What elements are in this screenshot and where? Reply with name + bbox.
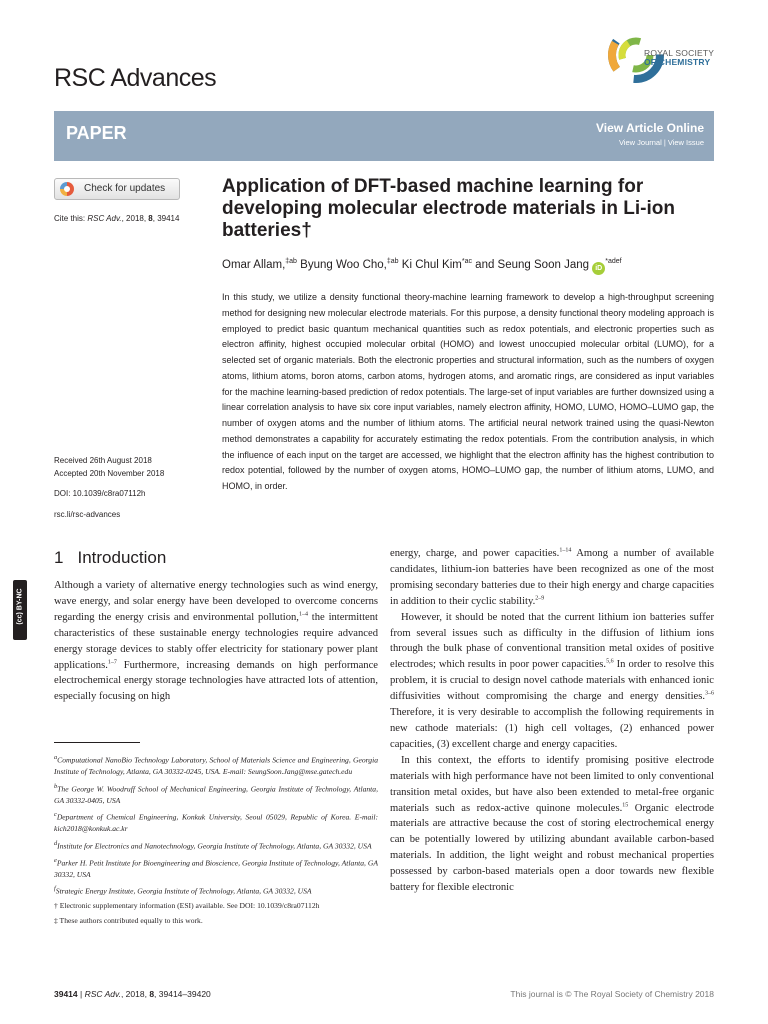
intro-paragraph-continued: energy, charge, and power capacities.$^{1-14}$ Among a number of available candidates, lithium-ion batteries have been recognized as one of the most promising secondary batteries due to their high energy and charge capacities in addition to their cyclic stability.$^{2-9}$: [390, 547, 714, 607]
article-type-banner: [54, 111, 714, 161]
author-affiliation: *ac: [461, 258, 472, 265]
author-affiliation: ‡ab: [285, 258, 297, 265]
check-for-updates-label: Check for updates: [84, 183, 166, 194]
logo-line-2: OF CHEMISTRY: [644, 57, 711, 67]
body-text: the intermittent characteristics of these sustainable energy technologies require advanced energy storage devices to stably offer electricity for stationary power plant applications.: [54, 611, 378, 671]
cite-volume: 8: [148, 214, 153, 223]
citation-ref[interactable]: 2–9: [535, 595, 545, 602]
author-name: Ki Chul Kim: [398, 258, 462, 271]
dates: [54, 455, 164, 480]
section-heading: [54, 548, 166, 568]
affiliation-footnote: $^d$Institute for Electronics and Nanotechnology, Georgia Institute of Technology, Atlanta, GA 30332, USA: [54, 839, 372, 851]
view-journal-issue-links[interactable]: View Journal | View Issue: [618, 138, 704, 147]
citation-ref[interactable]: 15: [622, 801, 629, 808]
body-text: Furthermore, increasing demands on high performance electrochemical energy storage technologies have attracted lots of attention, especially focusing on high: [54, 659, 378, 703]
footnotes: [54, 752, 378, 929]
citation-ref[interactable]: 1–7: [107, 659, 117, 665]
cite-year: , 2018,: [121, 214, 147, 223]
author-name: Byung Woo Cho,: [296, 258, 387, 271]
doi[interactable]: DOI: 10.1039/c8ra07112h: [54, 489, 146, 498]
footer-journal: RSC Adv.: [84, 989, 121, 999]
author-name: Omar Allam,: [222, 258, 286, 271]
article-title: Application of DFT-based machine learning for developing molecular electrode materials in Li-ion batteries†: [222, 176, 675, 241]
orcid-icon[interactable]: iD: [592, 262, 605, 275]
citation-ref[interactable]: 1–14: [559, 547, 572, 554]
view-article-online-link[interactable]: View Article Online: [595, 121, 704, 135]
copyright-notice: This journal is © The Royal Society of Chemistry 2018: [510, 989, 714, 999]
author-affiliation: ‡ab: [386, 258, 399, 265]
check-for-updates-button[interactable]: [54, 178, 180, 200]
affiliation-footnote: $^b$The George W. Woodruff School of Mechanical Engineering, Georgia Institute of Technology, Atlanta, GA 30332-0405, USA: [54, 782, 378, 805]
page-number: 39414: [54, 989, 78, 999]
rsc-logo[interactable]: [606, 22, 722, 88]
footer-separator: |: [77, 989, 85, 999]
affiliation-footnote: $^a$Computational NanoBio Technology Laboratory, School of Materials Science and Engineering, Georgia Institute of Technology, Atlanta, GA 30332-0245, USA. E-mail: SeungSoon.Jang@mse.gatech.edu: [54, 754, 378, 777]
equal-contribution-note: ‡ These authors contributed equally to this work.: [54, 915, 203, 925]
intro-paragraph-2: However, it should be noted that the current lithium ion batteries suffer from several issues such as difficulty in the diffusion of lithium ions through the bulk phase of conventional transition metal oxides of positive electrodes; which results in poor power capacities.$^{5,6}$ In order to resolve this problem, it is crucial to design novel cathode materials with enhanced ionic diffusivities without compromising the charge and energy densities.$^{3-6}$ Therefore, it is very desirable to accomplish the following requirements in new cathode materials: (1) high cell voltages, (2) enhanced power capacities, (3) excellent charge and energy capacities.: [390, 611, 714, 750]
intro-paragraph-3: In this context, the efforts to identify promising positive electrode materials with high performance have not been limited to only conventional transition metal oxides, but have also been extended to metal-free organic materials such as redox-active quinone molecules.$^{15}$ Organic electrode materials are attractive because the cost of storing electrochemical energy can be potentially lowered by utilizing abundant available carbon-based materials. In addition, the light weight and robust mechanical properties possessed by carbon-based materials open a door towards new flexible battery for flexible electronic: [390, 754, 714, 894]
intro-paragraph-1: [54, 578, 378, 705]
page-footer-citation: [54, 989, 211, 999]
citation-ref[interactable]: 5,6: [606, 658, 614, 665]
citation-ref[interactable]: 3–6: [705, 690, 714, 697]
citation-ref[interactable]: 1–4: [298, 611, 308, 618]
esi-note: † Electronic supplementary information (ESI) available. See DOI: 10.1039/c8ra07112h: [54, 901, 320, 911]
article-type-label: PAPER: [66, 123, 127, 143]
author-affiliation: *adef: [605, 258, 622, 265]
affiliation-footnote: $^f$Strategic Energy Institute, Georgia Institute of Technology, Atlanta, GA 30332, USA: [54, 885, 312, 896]
cite-pages: , 39414: [152, 214, 180, 223]
intro-right-column: [390, 546, 714, 896]
logo-line-1: ROYAL SOCIETY: [644, 48, 715, 58]
section-number: 1: [54, 548, 64, 567]
affiliation-footnote: $^c$Department of Chemical Engineering, Konkuk University, Seoul 05029, Republic of Korea. E-mail: kich2018@konkuk.ac.kr: [54, 811, 378, 834]
author-name: and Seung Soon Jang: [471, 258, 590, 271]
footer-volume: 8: [149, 989, 155, 999]
received-date: Received 26th August 2018: [54, 456, 152, 465]
cite-prefix: Cite this:: [54, 214, 86, 223]
cite-journal: RSC Adv.: [87, 214, 122, 223]
journal-link[interactable]: rsc.li/rsc-advances: [54, 510, 121, 519]
footnote-divider: [54, 742, 140, 743]
abstract: In this study, we utilize a density functional theory-machine learning framework to develop a high-throughput screening method for designing new molecular electrode materials. For this purpose, a density functional theory modeling approach is employed to predict basic quantum mechanical quantities such as redox potentials, and electronic properties such as electron affinity, highest occupied molecular orbital (HOMO) and lowest unoccupied molecular orbital (LUMO), for a selected set of organic materials. Both the electronic properties and structural information, such as the numbers of oxygen atoms, lithium atoms, boron atoms, carbon atoms, hydrogen atoms, and aromatic rings, are considered as input variables for the machine learning-based prediction of redox potentials. The large-set of input variables are further downsized using a linear correlation analysis to have six core input variables, namely electron affinity, HOMO, LUMO, HOMO–LUMO gap, the number of oxygen atoms and the number of lithium atoms. The artificial neural network trained using the quasi-Newton method demonstrates a capability for accurately estimating the redox potentials. From the contribution analysis, in which the influence of each input on the target are accessed, we highlight that the electron affinity has the highest contribution to redox potential, followed by the number of oxygen atoms, HOMO–LUMO gap, the number of lithium atoms, LUMO, and HOMO, in order.: [222, 292, 714, 491]
citation: [54, 214, 179, 223]
footer-year: , 2018,: [120, 989, 150, 999]
author-list: [222, 258, 722, 275]
journal-title: RSC Advances: [54, 64, 217, 92]
footer-pages: , 39414–39420: [154, 989, 211, 999]
accepted-date: Accepted 20th November 2018: [54, 468, 165, 478]
affiliation-footnote: $^e$Parker H. Petit Institute for Bioengineering and Bioscience, Georgia Institute of Technology, Atlanta, GA 30332, USA: [54, 856, 378, 879]
cc-license-label: (cc) BY-NC: [16, 588, 24, 625]
crossmark-icon: [60, 182, 74, 196]
body-text: Although a variety of alternative energy technologies such as wind energy, wave energy, and solar energy have been developed to overcome concerns regarding the energy crisis and environmental pollution,: [54, 580, 378, 623]
cc-license-badge[interactable]: [13, 580, 27, 640]
section-title: Introduction: [77, 548, 167, 567]
